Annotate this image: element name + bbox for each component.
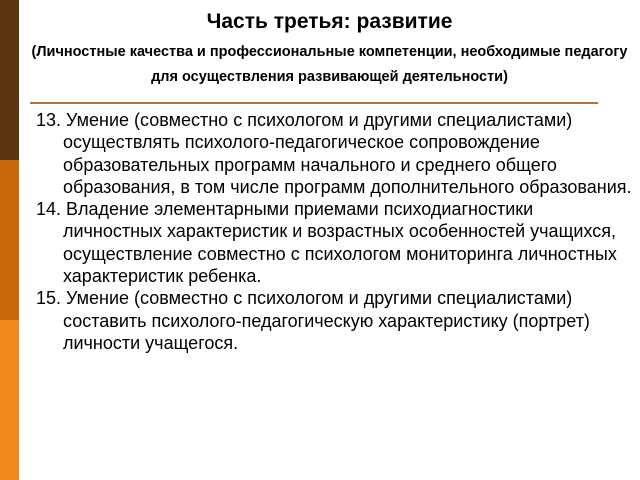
competence-item-14: 14. Владение элементарными приемами психодиагностики личностных характеристик и возрастных особенностей учащихся, осуществление совместно с психологом мониторинга личностных характеристик ребенка.	[36, 199, 617, 287]
sidebar-stripe-light	[0, 320, 19, 480]
title-divider	[30, 102, 598, 104]
sidebar-stripe-dark	[0, 0, 19, 160]
competence-item-13: 13. Умение (совместно с психологом и другими специалистами) осуществлять психолого-педагогическое сопровождение образовательных программ начального и среднего общего образования, в том числе программ дополнительного образования.	[36, 110, 632, 197]
competence-list	[36, 109, 634, 354]
slide-subtitle: (Личностные качества и профессиональные компетенции, необходимые педагогу для осуществления развивающей деятельности)	[31, 44, 628, 85]
slide-title: Часть третья: развитие	[206, 10, 453, 33]
sidebar-stripe-mid	[0, 160, 19, 320]
competence-item-15: 15. Умение (совместно с психологом и другими специалистами) составить психолого-педагогическую характеристику (портрет) личности учащегося.	[36, 288, 590, 353]
